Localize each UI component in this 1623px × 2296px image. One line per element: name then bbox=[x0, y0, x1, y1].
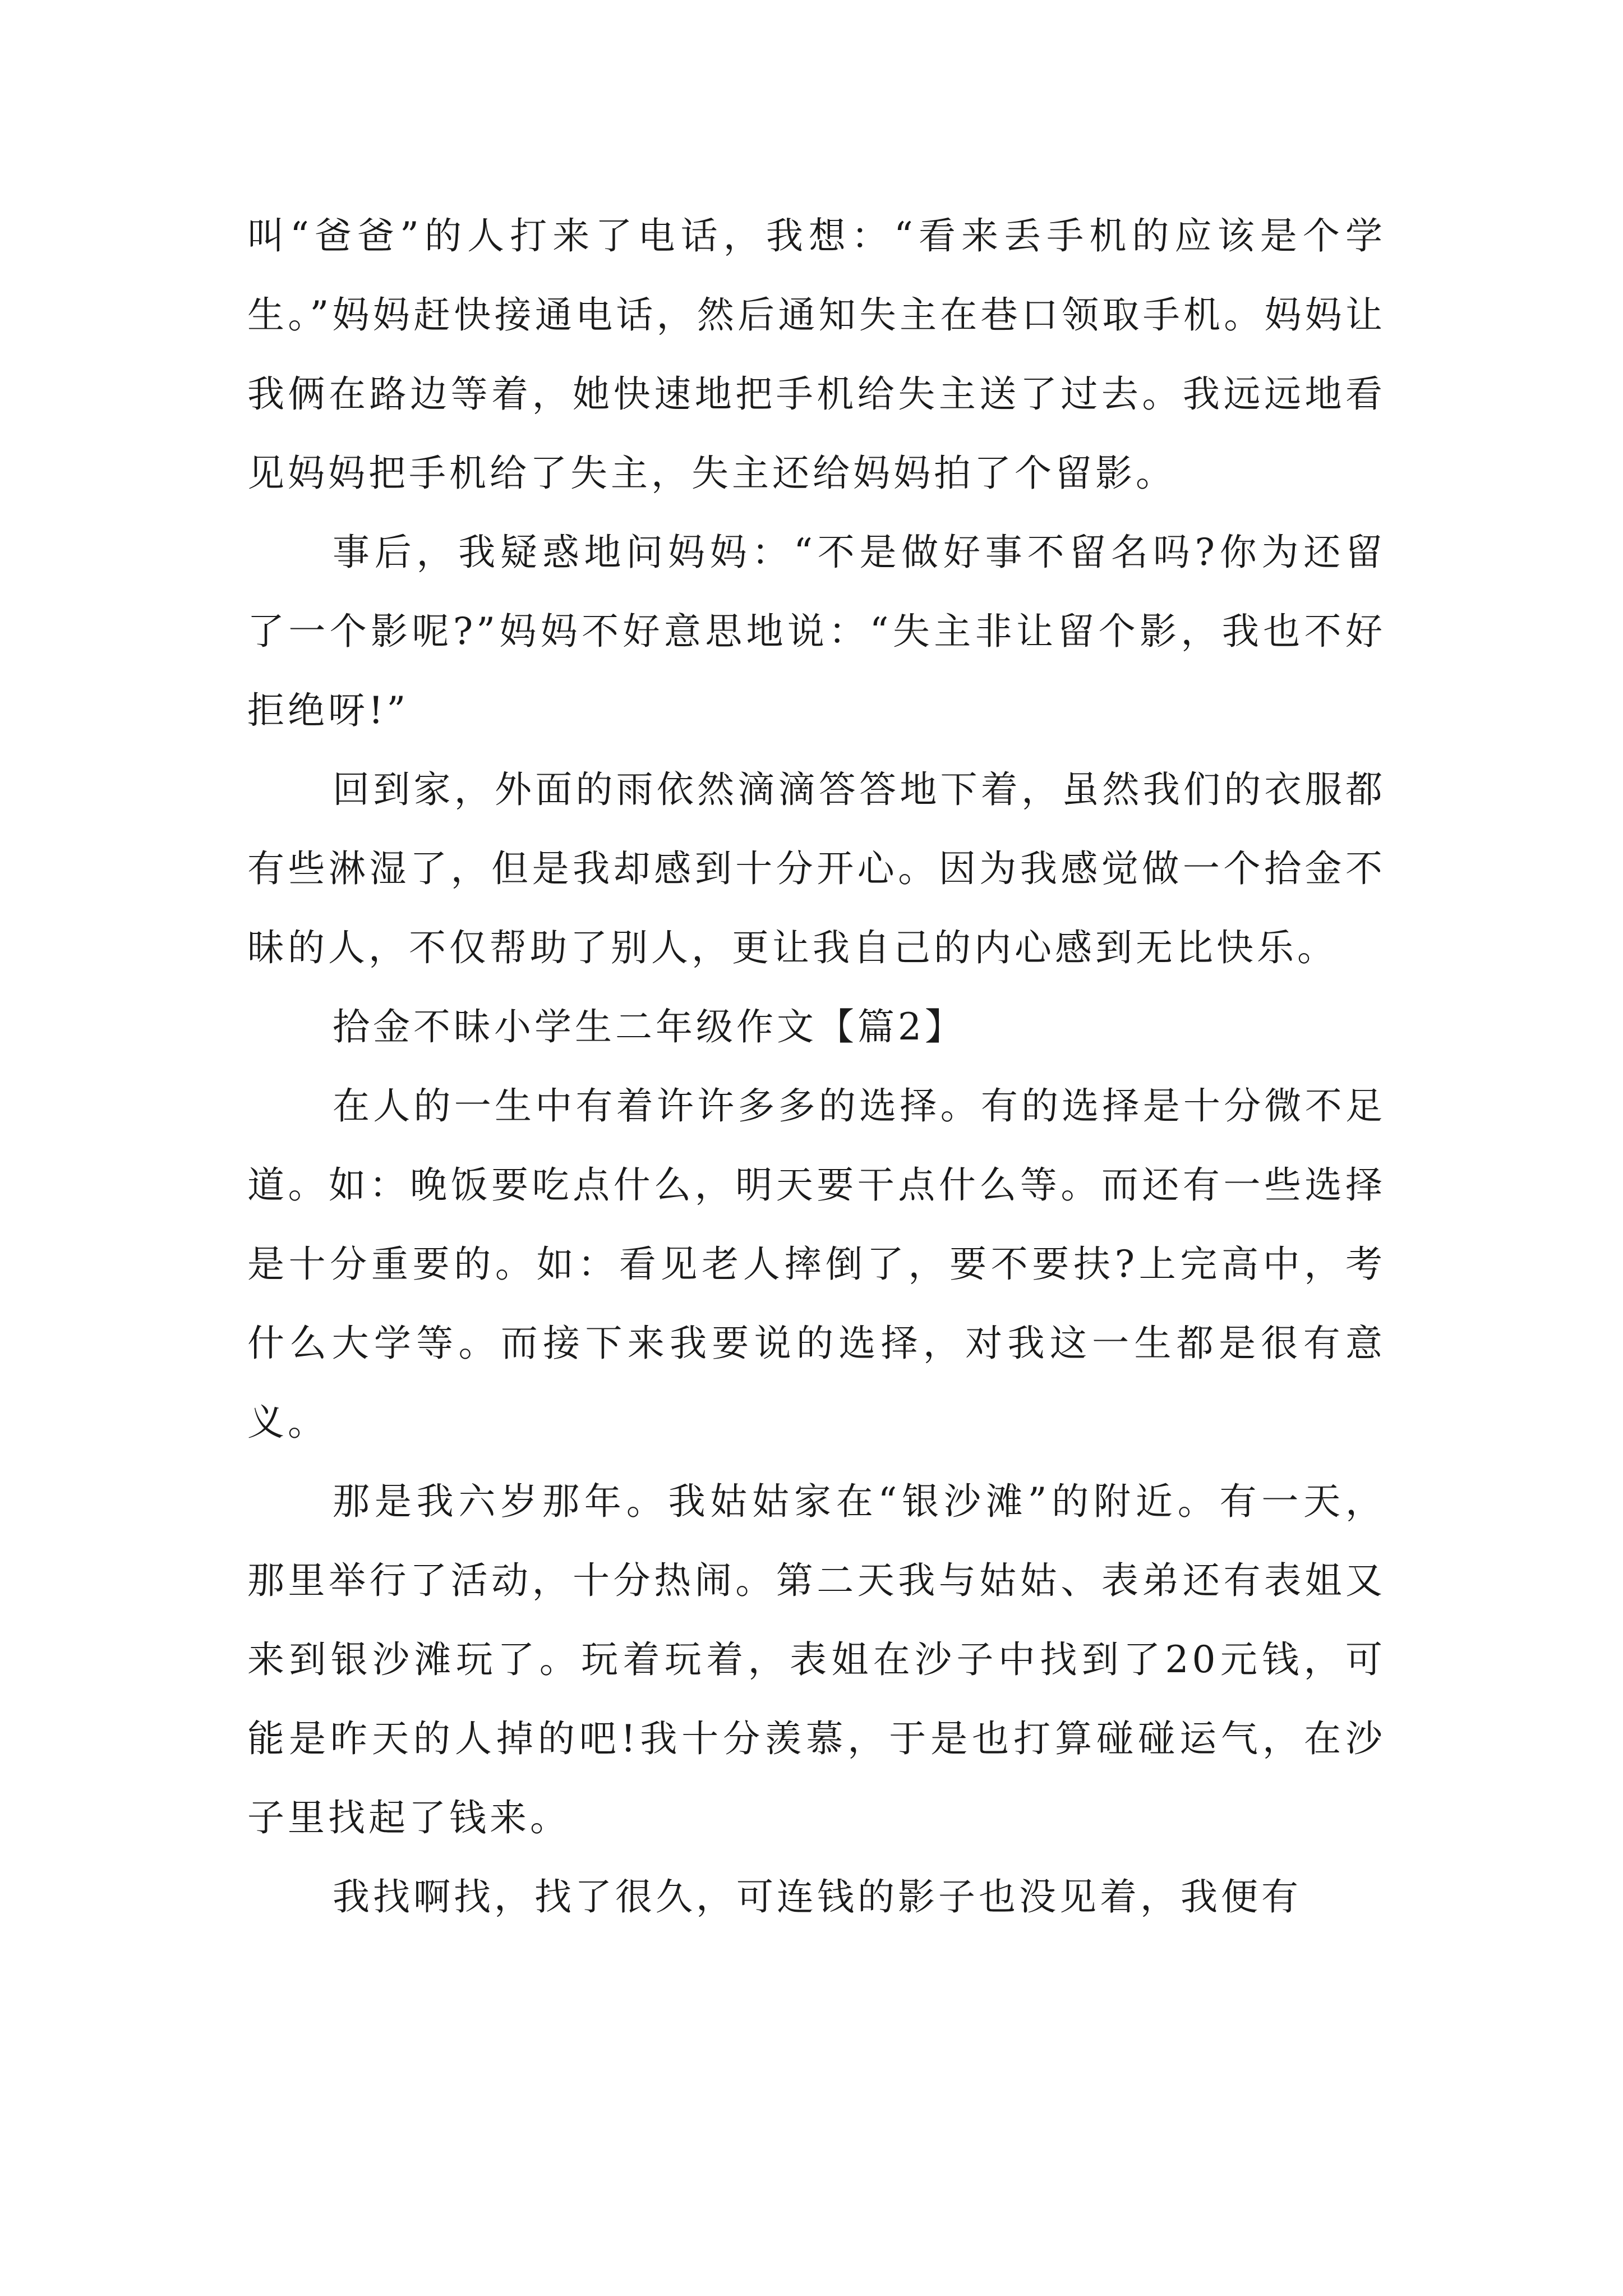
paragraph-6: 我找啊找，找了很久，可连钱的影子也没见着，我便有 bbox=[333, 1875, 1302, 1918]
section-title: 拾金不昧小学生二年级作文【篇2】 bbox=[333, 1005, 965, 1048]
paragraph-1: 叫“爸爸”的人打来了电话，我想：“看来丢手机的应该是个学生。”妈妈赶快接通电话，然后通知失主在巷口领取手机。妈妈让我俩在路边等着，她快速地把手机给失主送了过去。我远远地看见妈妈把手机给了失主，失主还给妈妈拍了个留影。 bbox=[247, 214, 1386, 495]
paragraph-5: 那是我六岁那年。我姑姑家在“银沙滩”的附近。有一天，那里举行了活动，十分热闹。第二天我与姑姑、表弟还有表姐又来到银沙滩玩了。玩着玩着，表姐在沙子中找到了20元钱，可能是昨天的人掉的吧!我十分羡慕，于是也打算碰碰运气，在沙子里找起了钱来。 bbox=[247, 1480, 1386, 1839]
paragraph-2: 事后，我疑惑地问妈妈：“不是做好事不留名吗?你为还留了一个影呢?”妈妈不好意思地说：“失主非让留个影，我也不好拒绝呀!” bbox=[247, 531, 1386, 732]
paragraph-3: 回到家，外面的雨依然滴滴答答地下着，虽然我们的衣服都有些淋湿了，但是我却感到十分开心。因为我感觉做一个拾金不昧的人，不仅帮助了别人，更让我自己的内心感到无比快乐。 bbox=[247, 768, 1386, 969]
paragraph-4: 在人的一生中有着许许多多的选择。有的选择是十分微不足道。如：晚饭要吃点什么，明天要干点什么等。而还有一些选择是十分重要的。如：看见老人摔倒了，要不要扶?上完高中，考什么大学等。而接下来我要说的选择，对我这一生都是很有意义。 bbox=[247, 1084, 1386, 1444]
document-page bbox=[247, 196, 1386, 1936]
